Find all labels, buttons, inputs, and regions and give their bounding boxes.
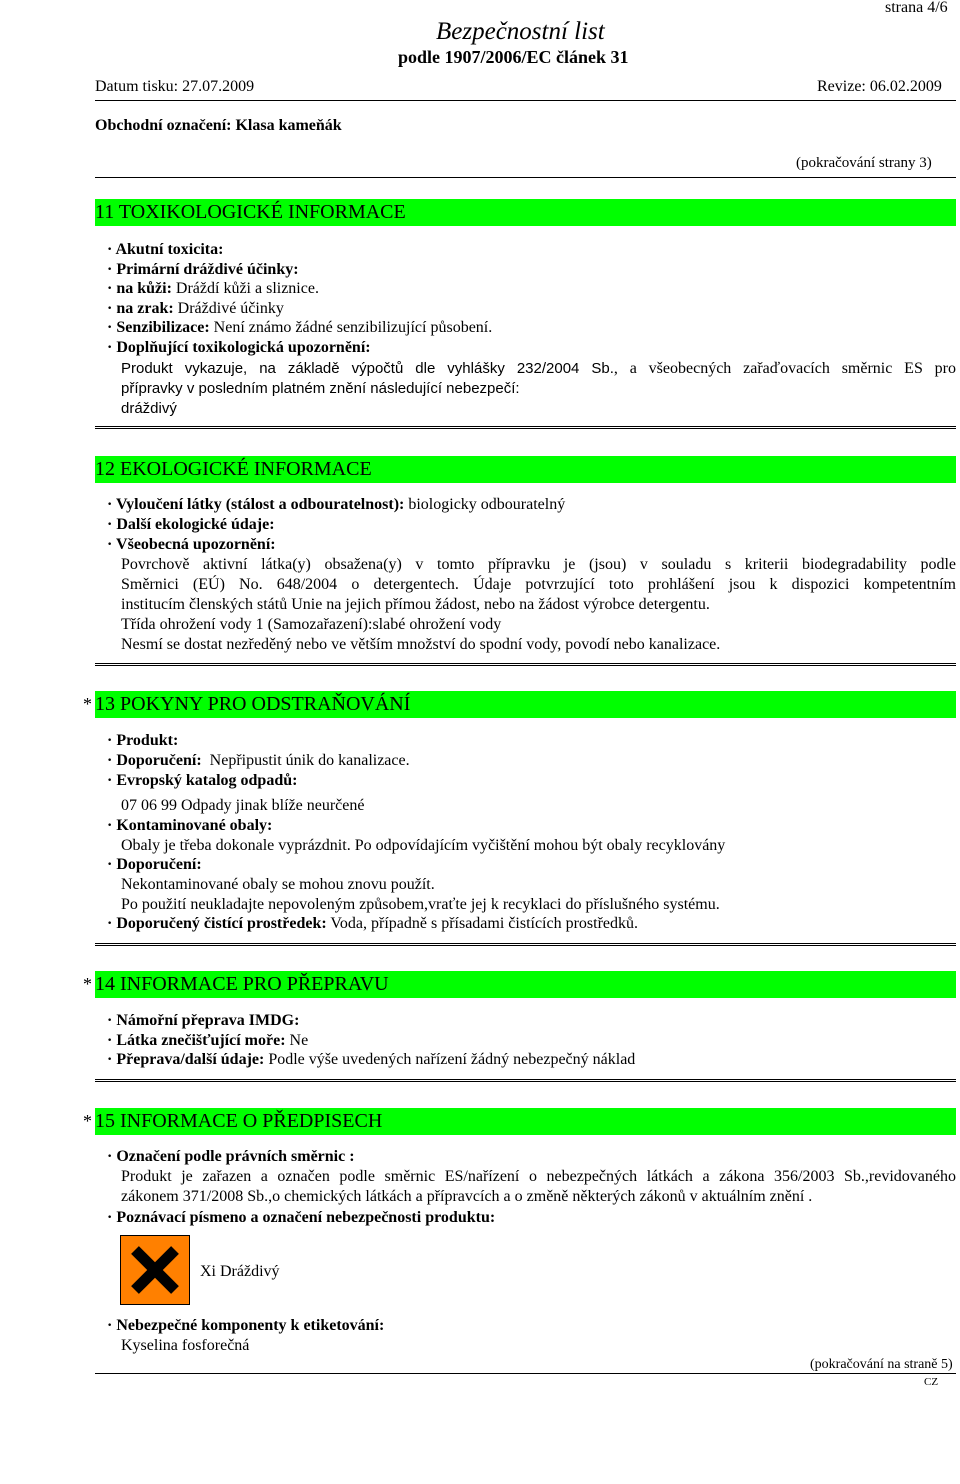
recommendation-value: Nepřipustit únik do kanalizace. <box>201 752 410 769</box>
s11-line <box>107 338 371 358</box>
s11-line <box>107 318 492 338</box>
section-13-title: 13 POKYNY PRO ODSTRAŇOVÁNÍ <box>95 693 411 715</box>
recommendation-label-2: · Doporučení: <box>107 856 202 873</box>
changed-marker: * <box>83 694 92 714</box>
imdg-label: · Námořní přeprava IMDG: <box>107 1012 300 1029</box>
s11-paragraph-3: dráždivý <box>121 400 177 417</box>
s14-line <box>107 1011 299 1031</box>
s12-paragraph-5: Nesmí se dostat nezředěný nebo ve větším množství do spodní vody, povodí nebo kanalizace. <box>121 636 721 653</box>
document-subtitle: podle 1907/2006/EC článek 31 <box>398 47 629 67</box>
hazard-label: Xi Dráždivý <box>200 1263 280 1280</box>
sensitization-label: · Senzibilizace: <box>107 319 210 336</box>
eco-data-label: · Další ekologické údaje: <box>107 516 275 533</box>
general-notes-label: · Všeobecná upozornění: <box>107 536 276 553</box>
s15-line <box>107 1208 495 1228</box>
section-divider <box>95 663 956 666</box>
recommendation-label: · Doporučení: <box>107 752 202 769</box>
s12-line <box>107 495 565 515</box>
irritant-x-icon <box>120 1235 190 1305</box>
degradability-label: · Vyloučení látky (stálost a odbouratelnost): <box>107 496 405 513</box>
marine-pollutant-label: · Látka znečišťující moře: <box>107 1032 286 1049</box>
additional-tox-label: · Doplňující toxikologická upozornění: <box>107 339 371 356</box>
section-14-header <box>95 971 956 998</box>
changed-marker: * <box>83 1111 92 1131</box>
s14-line <box>107 1031 308 1051</box>
continuation-to: (pokračování na straně 5) <box>810 1357 953 1372</box>
s12-paragraph-1: Povrchově aktivní látka(y) obsažena(y) v tomto přípravku je (jsou) v souladu s kriterii biodegradability podle <box>121 556 956 573</box>
s13-text: Obaly je třeba dokonale vyprázdnit. Po odpovídajícím vyčištění mohou být obaly recyklovány <box>121 837 726 854</box>
contaminated-packaging-label: · Kontaminované obaly: <box>107 817 273 834</box>
s12-p2a: Směrnici (EÚ) No. 648/2004 o detergentech. <box>121 576 459 593</box>
s13-line <box>107 731 178 751</box>
s13-text: Po použití neukladajte nepovoleným způsobem,vraťte jej k recyklaci do příslušného systému. <box>121 896 720 913</box>
section-11-header <box>95 199 956 226</box>
print-date: Datum tisku: 27.07.2009 <box>95 78 255 95</box>
s12-line <box>107 515 275 535</box>
s13-line <box>107 816 272 836</box>
s11-line <box>107 279 319 299</box>
s11-paragraph-2: přípravky v posledním platném znění následující nebezpečí: <box>121 380 520 397</box>
revision-date: Revize: 06.02.2009 <box>817 78 942 95</box>
s13-text: Nekontaminované obaly se mohou znovu použít. <box>121 876 435 893</box>
waste-catalog-label: · Evropský katalog odpadů: <box>107 772 298 789</box>
section-divider <box>95 943 956 946</box>
s12-line <box>107 535 276 555</box>
header-rule-2 <box>95 177 956 178</box>
changed-marker: * <box>83 974 92 994</box>
hazard-letter-label: · Poznávací písmeno a označení nebezpečnosti produktu: <box>107 1209 496 1226</box>
marine-pollutant-value: Ne <box>285 1032 309 1049</box>
s15-line <box>107 1316 384 1336</box>
s14-line <box>107 1050 635 1070</box>
section-12-title: 12 EKOLOGICKÉ INFORMACE <box>95 458 372 480</box>
s11-p1b: , a všeobecných zařaďovacích směrnic ES pro <box>613 360 956 377</box>
s11-line <box>107 260 299 280</box>
s13-line <box>107 914 638 934</box>
s13-line <box>107 771 297 791</box>
primary-irritation-label: · Primární dráždivé účinky: <box>107 261 299 278</box>
s12-paragraph-4: Třída ohrožení vody 1 (Samozařazení):slabé ohrožení vody <box>121 616 502 633</box>
s12-p2b: Údaje potvrzující toto prohlášení jsou k dispozici kompetentním <box>458 576 957 593</box>
section-15-header <box>95 1108 956 1135</box>
hazardous-components-label: · Nebezpečné komponenty k etiketování: <box>107 1317 385 1334</box>
s11-paragraph <box>121 359 956 379</box>
transport-details-label: · Přeprava/další údaje: <box>107 1051 265 1068</box>
s15-line <box>107 1147 355 1167</box>
s13-line <box>107 751 410 771</box>
section-divider <box>95 1079 956 1082</box>
document-title: Bezpečnostní list <box>436 18 605 45</box>
section-13-header <box>95 691 956 718</box>
section-15-title: 15 INFORMACE O PŘEDPISECH <box>95 1110 383 1132</box>
s15-text: Produkt je zařazen a označen podle směrnic ES/nařízení o nebezpečných látkách a zákona 356/2003 Sb.,revidovaného <box>121 1168 956 1185</box>
trade-name: Obchodní označení: Klasa kameňák <box>95 117 342 134</box>
transport-details-value: Podle výše uvedených nařízení žádný nebezpečný náklad <box>264 1051 636 1068</box>
irritant-x-glyph <box>121 1236 189 1304</box>
header-rule <box>95 100 956 101</box>
continuation-from: (pokračování strany 3) <box>796 155 932 171</box>
cleaning-agent-label: · Doporučený čistící prostředek: <box>107 915 327 932</box>
page-number: strana 4/6 <box>885 0 948 16</box>
s15-text: zákonem 371/2008 Sb.,o chemických látkách a přípravcích a o změně některých zákonů v aktuálním znění . <box>121 1188 813 1205</box>
product-label: · Produkt: <box>107 732 179 749</box>
footer-rule <box>95 1373 956 1374</box>
eye-value: Dráždivé účinky <box>173 300 284 317</box>
waste-code: 07 06 99 Odpady jinak blíže neurčené <box>121 797 365 814</box>
labelling-label: · Označení podle právních směrnic : <box>107 1148 355 1165</box>
s11-line <box>107 299 284 319</box>
skin-label: · na kůži: <box>107 280 172 297</box>
eye-label: · na zrak: <box>107 300 174 317</box>
sensitization-value: Není známo žádné senzibilizující působení. <box>209 319 493 336</box>
section-12-header <box>95 456 956 483</box>
section-11-title: 11 TOXIKOLOGICKÉ INFORMACE <box>95 201 406 223</box>
s12-paragraph-2 <box>121 575 956 595</box>
language-code: CZ <box>924 1376 939 1388</box>
section-14-title: 14 INFORMACE PRO PŘEPRAVU <box>95 973 389 995</box>
s11-p1a: Produkt vykazuje, na základě výpočtů dle vyhlášky 232/2004 Sb. <box>121 360 614 377</box>
section-divider <box>95 426 956 429</box>
skin-value: Dráždí kůži a sliznice. <box>171 280 319 297</box>
cleaning-agent-value: Voda, případně s přísadami čistících prostředků. <box>326 915 639 932</box>
component-name: Kyselina fosforečná <box>121 1337 250 1354</box>
acute-toxicity-label: · Akutní toxicita: <box>107 241 224 258</box>
s13-line <box>107 855 202 875</box>
s12-paragraph-3: institucím členských států Unie na jejich přímou žádost, nebo na žádost výrobce detergentu. <box>121 596 710 613</box>
s11-line <box>107 240 223 260</box>
degradability-value: biologicky odbouratelný <box>404 496 566 513</box>
